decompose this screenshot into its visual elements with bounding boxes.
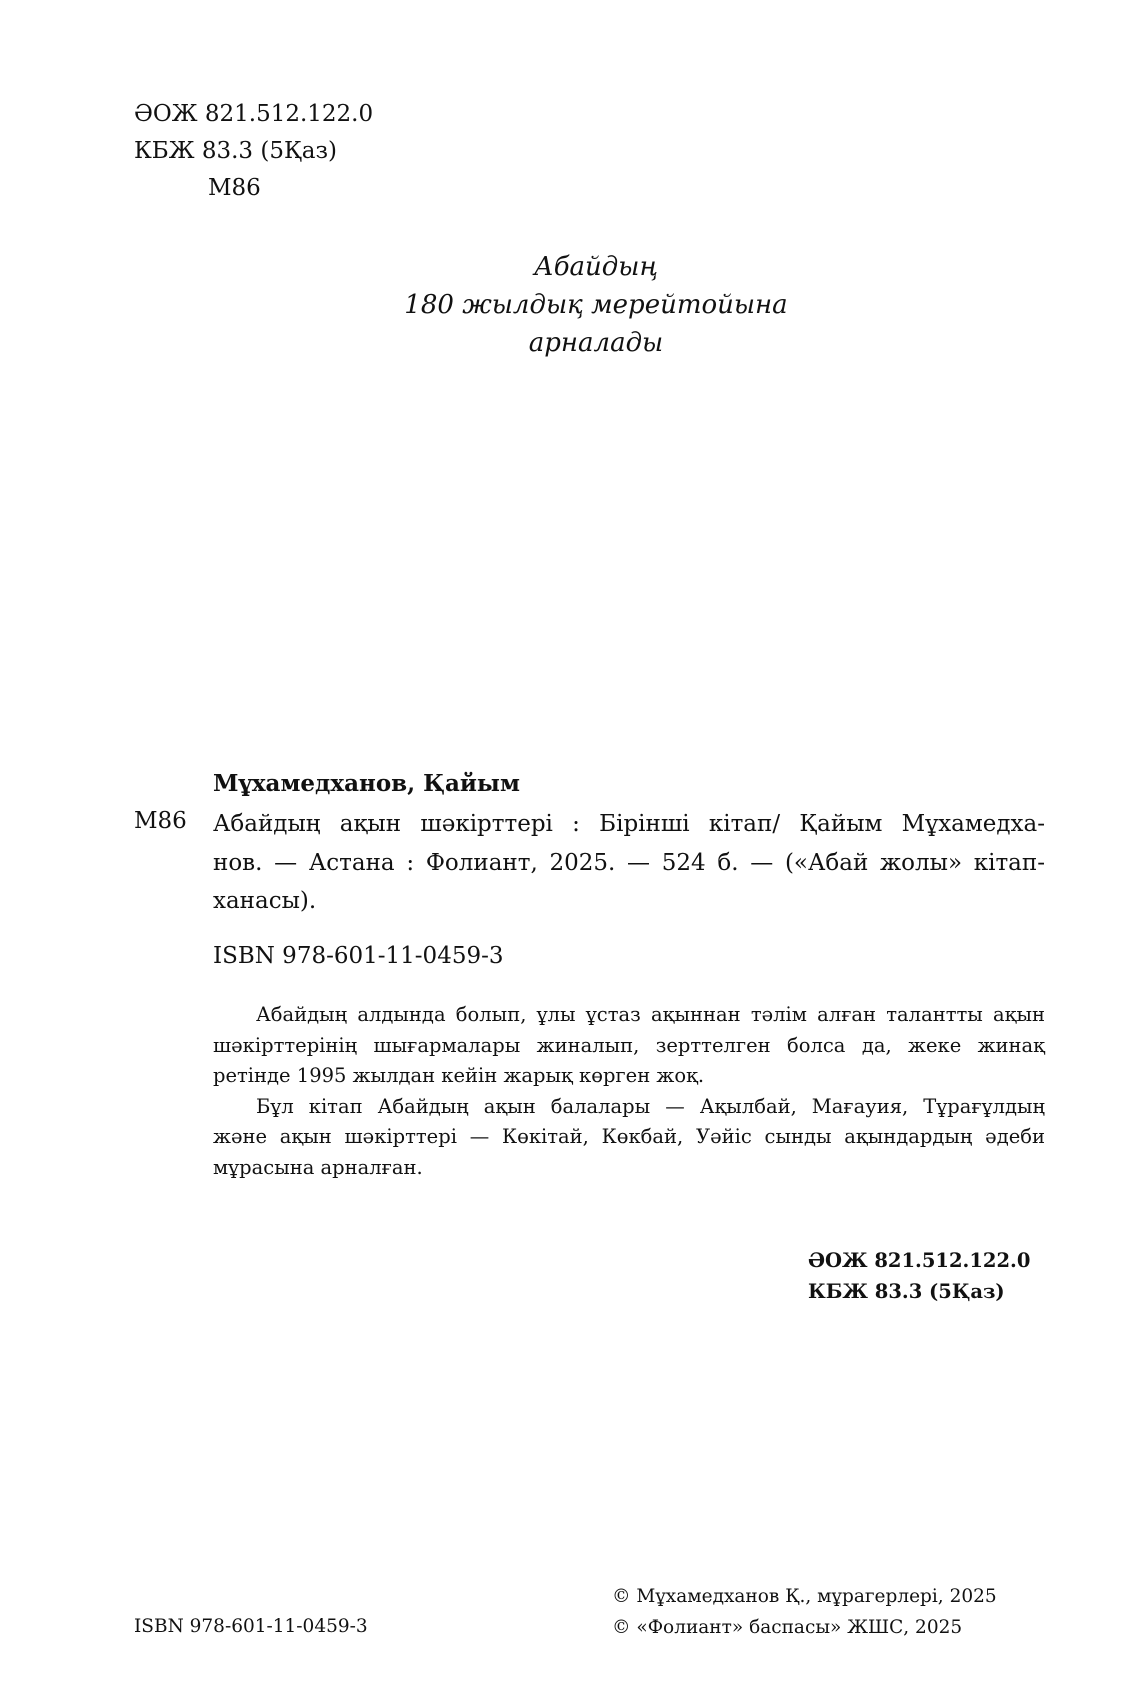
annotation-line: Абайдың алдында болып, ұлы ұстаз ақыннан тәлім алған талантты ақын (256, 1003, 1045, 1026)
annotation-line: және ақын шәкірттері — Көкітай, Көкбай, Уәйіс сынды ақындардың әдеби (213, 1125, 1045, 1148)
author-heading: Мұхамедханов, Қайым (213, 770, 520, 797)
annotation-line: Бұл кітап Абайдың ақын балалары — Ақылбай, Мағауия, Тұрағұлдың (256, 1094, 1045, 1118)
bbk-code: КБЖ 83.3 (5Қаз) (808, 1280, 1005, 1303)
author-mark: М86 (208, 175, 261, 201)
bib-line: нов. — Астана : Фолиант, 2025. — 524 б. — («Абай жолы» кітап- (213, 849, 1045, 876)
bib-line: ханасы). (213, 888, 317, 914)
bib-line: Абайдың ақын шәкірттері : Бірінші кітап/ Қайым Мұхамедха- (213, 811, 1045, 837)
copyright-block (612, 1581, 997, 1643)
annotation-line: ретінде 1995 жылдан кейін жарық көрген жоқ. (213, 1064, 705, 1087)
dedication-line: арналады (528, 328, 664, 358)
copyright-line: © «Фолиант» баспасы» ЖШС, 2025 (612, 1617, 963, 1638)
copyright-line: © Мұхамедханов Қ., мұрагерлері, 2025 (612, 1586, 997, 1607)
dedication (0, 248, 1142, 362)
catalog-author-mark: М86 (134, 808, 187, 834)
udc-block-bottom (808, 1245, 1030, 1307)
udc-block-top (134, 96, 373, 207)
dedication-line: Абайдың (534, 252, 658, 282)
udc-code: ӘОЖ 821.512.122.0 (808, 1249, 1031, 1272)
annotation-line: мұрасына арналған. (213, 1155, 423, 1179)
udc-code: ӘОЖ 821.512.122.0 (134, 101, 374, 127)
annotation-line: шәкірттерінің шығармалары жиналып, зерттелген болса да, жеке жинақ (213, 1033, 1045, 1057)
bibliographic-description (213, 805, 1045, 921)
annotation (213, 1000, 1045, 1183)
bbk-code: КБЖ 83.3 (5Қаз) (134, 138, 338, 164)
dedication-line: 180 жылдық мерейтойына (404, 290, 788, 320)
footer-isbn: ISBN 978-601-11-0459-3 (134, 1616, 368, 1637)
isbn: ISBN 978-601-11-0459-3 (213, 943, 504, 969)
